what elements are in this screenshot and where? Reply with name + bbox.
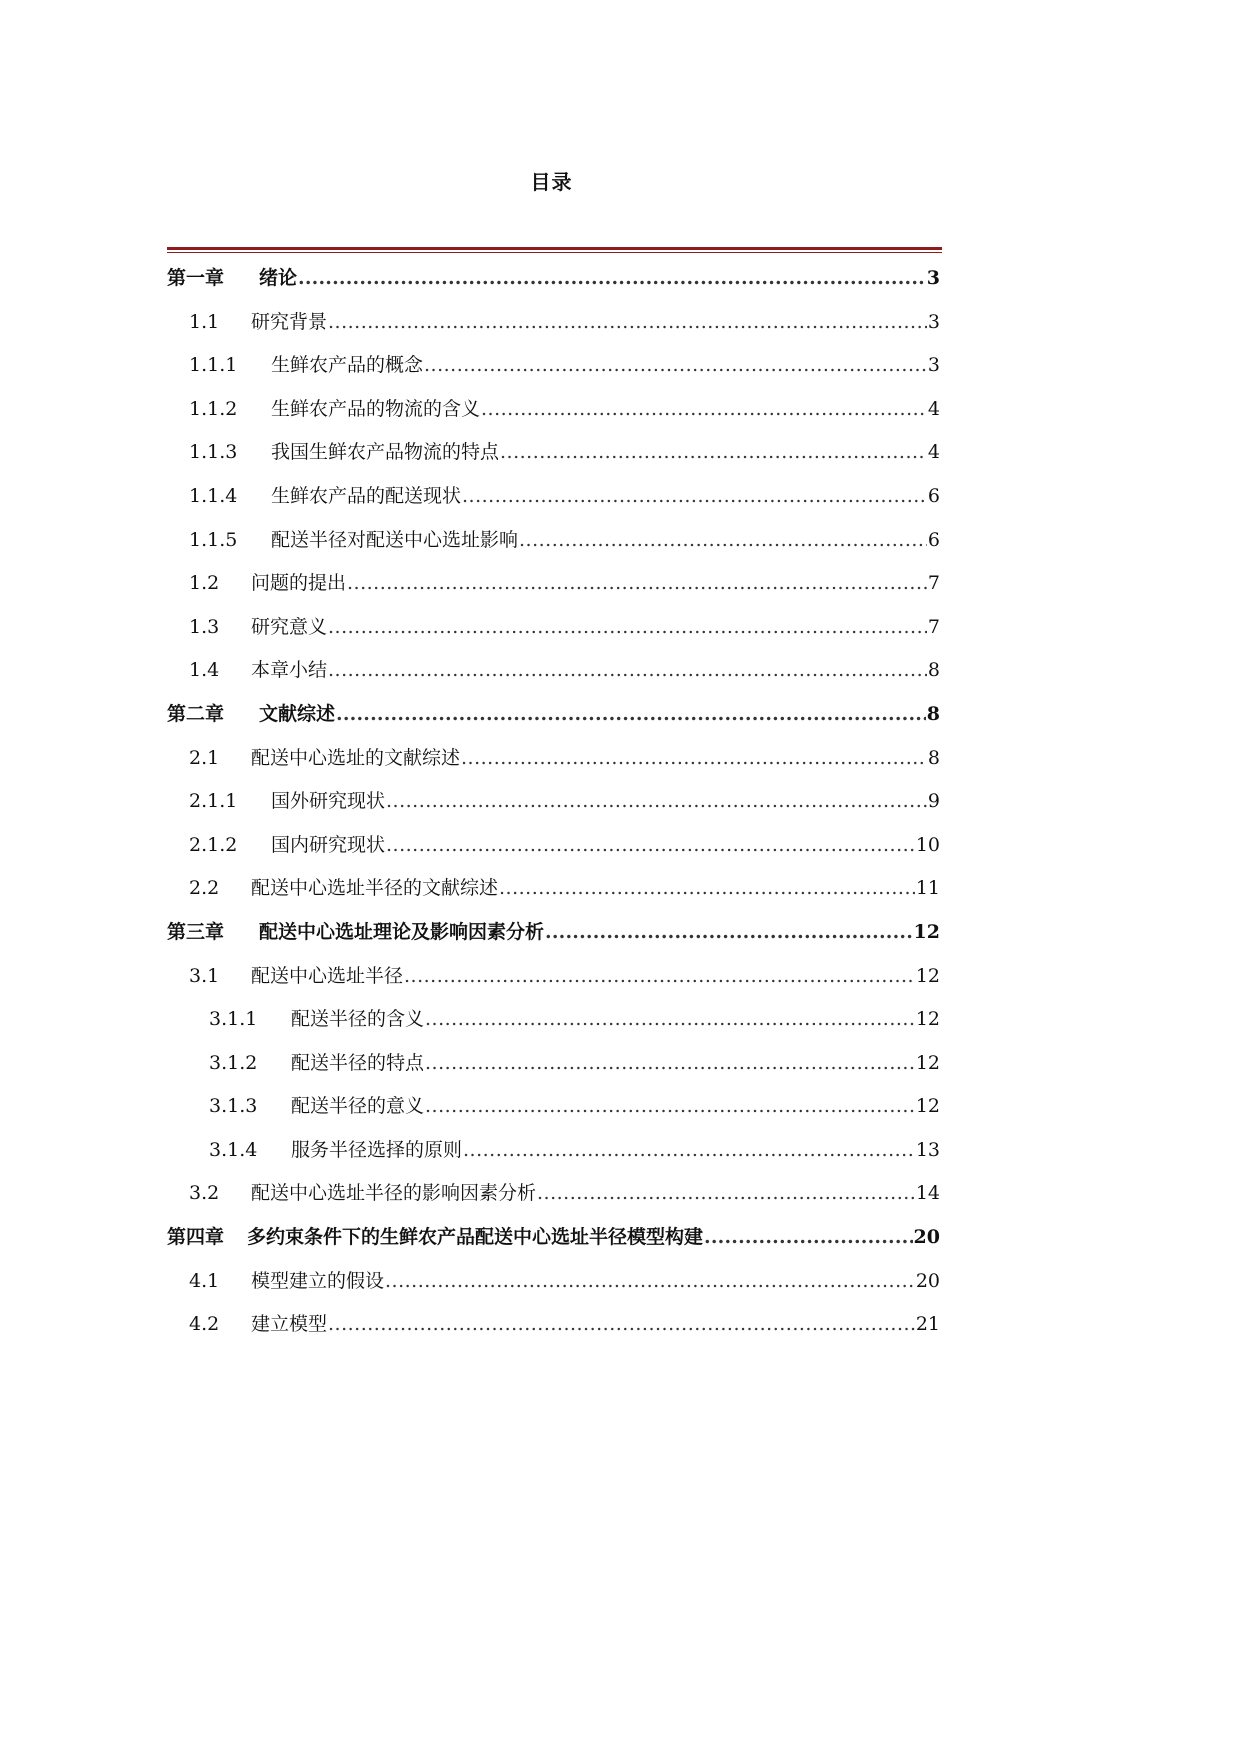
toc-number: 4.2: [189, 1313, 220, 1336]
toc-number: 1.4: [189, 659, 220, 682]
toc-entry-4-2[interactable]: [167, 1303, 940, 1347]
toc-label: 问题的提出: [251, 572, 347, 595]
toc-entry-3-1-3[interactable]: [167, 1085, 940, 1129]
toc-label: 配送半径对配送中心选址影响: [271, 528, 519, 551]
toc-leader-dots: [461, 737, 927, 781]
toc-leader-dots: [704, 1216, 913, 1260]
toc-label: 文献综述: [259, 702, 336, 725]
toc-label: 配送中心选址的文献综述: [251, 746, 461, 769]
toc-number: 第二章: [167, 702, 225, 725]
toc-page-number: 7: [927, 572, 940, 595]
toc-entry-3-1-4[interactable]: [167, 1129, 940, 1173]
toc-entry-1-2[interactable]: [167, 562, 940, 606]
toc-label: 配送中心选址半径的影响因素分析: [251, 1182, 537, 1205]
toc-page-number: 6: [927, 528, 940, 551]
toc-number: 1.1.1: [189, 354, 238, 377]
toc-number: 3.1.3: [209, 1095, 258, 1118]
toc-page-number: 20: [913, 1226, 940, 1249]
toc-leader-dots: [298, 257, 926, 301]
toc-entry-chapter-3[interactable]: [167, 911, 940, 955]
toc-number: 3.2: [189, 1182, 220, 1205]
title-rule-thick: [167, 247, 942, 250]
toc-entry-2-1-2[interactable]: [167, 824, 940, 868]
toc-label: 研究意义: [251, 615, 328, 638]
toc-page-number: 12: [915, 1051, 940, 1074]
toc-label: 配送半径的意义: [291, 1095, 425, 1118]
toc-label: 本章小结: [251, 659, 328, 682]
toc-label: 服务半径选择的原则: [291, 1138, 463, 1161]
toc-leader-dots: [500, 431, 927, 475]
toc-entry-1-3[interactable]: [167, 606, 940, 650]
toc-label: 多约束条件下的生鲜农产品配送中心选址半径模型构建: [247, 1226, 704, 1249]
toc-number: 1.1.5: [189, 528, 238, 551]
toc-page-number: 12: [915, 964, 940, 987]
toc-number: 1.1.3: [189, 441, 238, 464]
toc-page-number: 8: [926, 702, 940, 725]
toc-label: 配送半径的含义: [291, 1008, 425, 1031]
toc-entry-1-1[interactable]: [167, 301, 940, 345]
toc-number: 3.1.1: [209, 1008, 258, 1031]
toc-entry-chapter-1[interactable]: [167, 257, 940, 301]
toc-entry-2-2[interactable]: [167, 867, 940, 911]
toc-number: 2.1.2: [189, 833, 238, 856]
toc-leader-dots: [424, 344, 927, 388]
toc-label: 国内研究现状: [271, 833, 386, 856]
toc-number: 第三章: [167, 920, 225, 943]
toc-page-number: 13: [915, 1138, 940, 1161]
toc-page-number: 10: [915, 833, 940, 856]
toc-entry-2-1[interactable]: [167, 737, 940, 781]
toc-entry-1-1-1[interactable]: [167, 344, 940, 388]
toc-entry-chapter-2[interactable]: [167, 693, 940, 737]
toc-entry-4-1[interactable]: [167, 1260, 940, 1304]
toc-number: 第一章: [167, 267, 225, 289]
toc-page-number: 9: [927, 790, 940, 813]
toc-page-number: 20: [915, 1269, 940, 1292]
toc-entry-3-2[interactable]: [167, 1172, 940, 1216]
toc-page-number: 3: [927, 310, 940, 333]
toc-page-number: 3: [926, 267, 940, 289]
toc-number: 1.2: [189, 572, 220, 595]
toc-label: 我国生鲜农产品物流的特点: [271, 441, 500, 464]
toc-entry-2-1-1[interactable]: [167, 780, 940, 824]
toc-leader-dots: [385, 1260, 915, 1304]
toc-page-number: 7: [927, 615, 940, 638]
toc-entry-1-1-4[interactable]: [167, 475, 940, 519]
toc-number: 2.2: [189, 877, 220, 900]
toc-page-number: 8: [927, 746, 940, 769]
toc-page-number: 3: [927, 354, 940, 377]
toc-label: 绪论: [259, 267, 298, 289]
toc-page-number: 4: [927, 397, 940, 420]
toc-number: 1.3: [189, 615, 220, 638]
toc-page-number: 21: [915, 1313, 940, 1336]
toc-number: 2.1.1: [189, 790, 238, 813]
toc-leader-dots: [425, 1042, 915, 1086]
table-of-contents: [167, 257, 940, 1347]
toc-leader-dots: [347, 562, 927, 606]
toc-label: 配送中心选址理论及影响因素分析: [259, 920, 545, 943]
toc-page-number: 11: [915, 877, 940, 900]
toc-entry-1-4[interactable]: [167, 649, 940, 693]
toc-leader-dots: [537, 1172, 915, 1216]
toc-entry-1-1-2[interactable]: [167, 388, 940, 432]
toc-number: 3.1: [189, 964, 220, 987]
toc-entry-3-1-2[interactable]: [167, 1042, 940, 1086]
toc-page-number: 14: [915, 1182, 940, 1205]
toc-page-number: 6: [927, 484, 940, 507]
toc-leader-dots: [328, 301, 927, 345]
toc-number: 4.1: [189, 1269, 220, 1292]
toc-label: 配送中心选址半径的文献综述: [251, 877, 499, 900]
toc-number: 第四章: [167, 1226, 225, 1249]
toc-page-number: 12: [915, 1008, 940, 1031]
toc-page-number: 4: [927, 441, 940, 464]
toc-page-number: 12: [913, 920, 940, 943]
toc-entry-1-1-3[interactable]: [167, 431, 940, 475]
page-title: 目录: [530, 170, 573, 194]
toc-label: 生鲜农产品的物流的含义: [271, 397, 481, 420]
toc-leader-dots: [481, 388, 927, 432]
toc-leader-dots: [336, 693, 926, 737]
toc-number: 1.1.2: [189, 397, 238, 420]
toc-leader-dots: [328, 1303, 915, 1347]
toc-number: 1.1.4: [189, 484, 238, 507]
toc-leader-dots: [463, 1129, 915, 1173]
toc-label: 研究背景: [251, 310, 328, 333]
toc-leader-dots: [386, 824, 915, 868]
toc-leader-dots: [425, 998, 915, 1042]
toc-leader-dots: [519, 519, 927, 563]
toc-label: 配送半径的特点: [291, 1051, 425, 1074]
toc-label: 配送中心选址半径: [251, 964, 404, 987]
toc-leader-dots: [328, 606, 927, 650]
toc-leader-dots: [545, 911, 913, 955]
toc-entry-3-1-1[interactable]: [167, 998, 940, 1042]
toc-entry-3-1[interactable]: [167, 955, 940, 999]
toc-page-number: 12: [915, 1095, 940, 1118]
toc-number: 3.1.2: [209, 1051, 258, 1074]
title-rule-thin: [167, 252, 942, 253]
toc-label: 生鲜农产品的配送现状: [271, 484, 462, 507]
toc-leader-dots: [462, 475, 927, 519]
toc-leader-dots: [499, 867, 915, 911]
toc-label: 建立模型: [251, 1313, 328, 1336]
toc-leader-dots: [425, 1085, 915, 1129]
toc-number: 3.1.4: [209, 1138, 258, 1161]
toc-label: 国外研究现状: [271, 790, 386, 813]
toc-page-number: 8: [927, 659, 940, 682]
toc-entry-1-1-5[interactable]: [167, 519, 940, 563]
toc-label: 模型建立的假设: [251, 1269, 385, 1292]
toc-entry-chapter-4[interactable]: [167, 1216, 940, 1260]
toc-number: 1.1: [189, 310, 220, 333]
toc-leader-dots: [328, 649, 927, 693]
toc-label: 生鲜农产品的概念: [271, 354, 424, 377]
toc-leader-dots: [386, 780, 927, 824]
toc-leader-dots: [404, 955, 915, 999]
toc-number: 2.1: [189, 746, 220, 769]
